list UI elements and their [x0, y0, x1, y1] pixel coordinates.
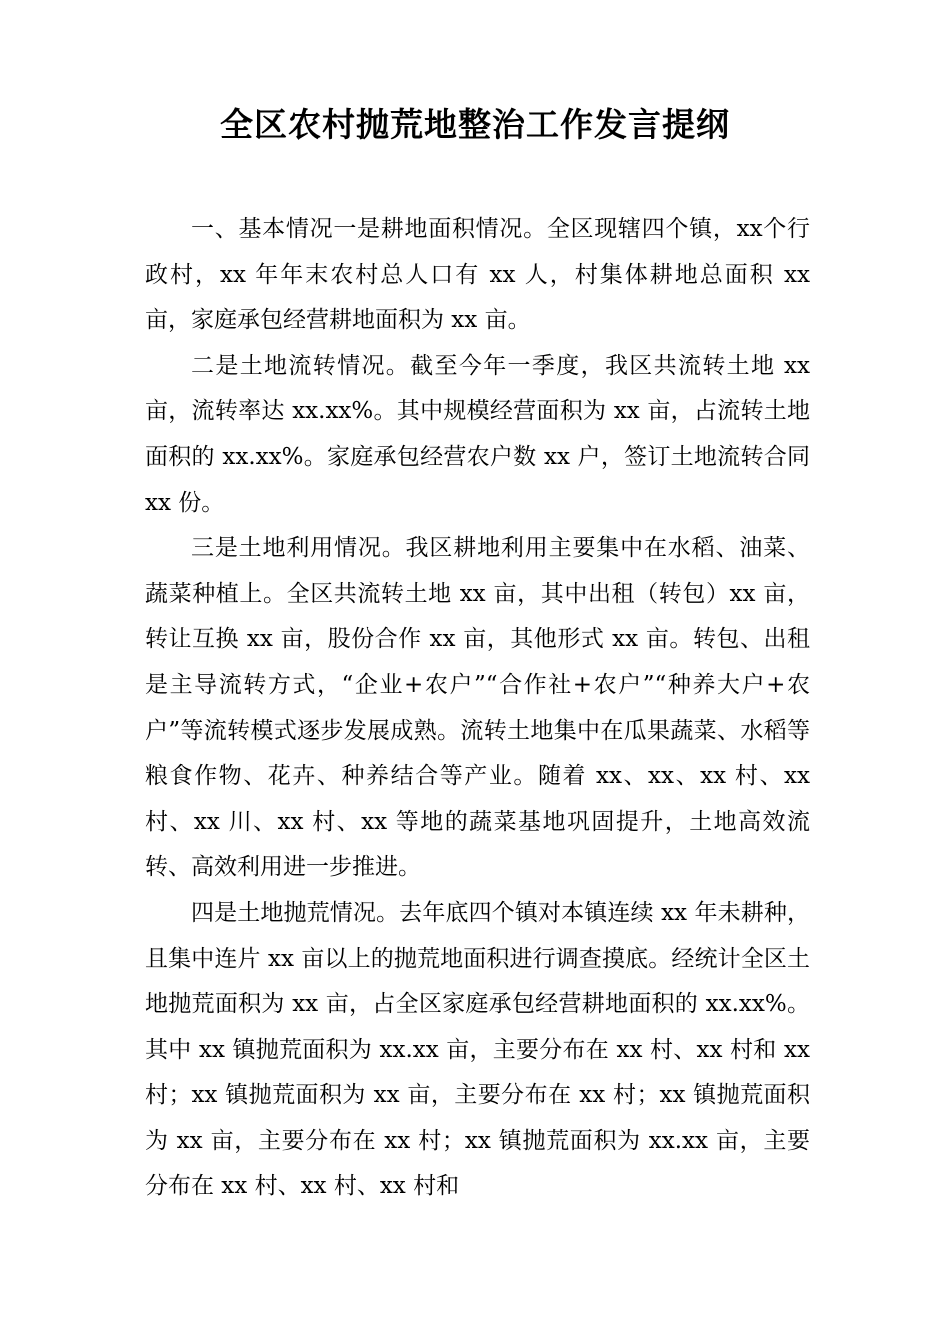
document-body	[145, 207, 810, 1210]
paragraph-land-transfer: 二是土地流转情况。截至今年一季度，我区共流转土地 xx 亩，流转率达 xx.xx%。其中规模经营面积为 xx 亩，占流转土地面积的 xx.xx%。家庭承包经营农户数 xx 户，签订土地流转合同 xx 份。	[145, 352, 810, 516]
paragraph-abandoned-land: 四是土地抛荒情况。去年底四个镇对本镇连续 xx 年未耕种，且集中连片 xx 亩以上的抛荒地面积进行调查摸底。经统计全区土地抛荒面积为 xx 亩，占全区家庭承包经营耕地面积的 xx.xx%。其中 xx 镇抛荒面积为 xx.xx 亩，主要分布在 xx 村、xx 村和 xx 村；xx 镇抛荒面积为 xx 亩，主要分布在 xx 村；xx 镇抛荒面积为 xx 亩，主要分布在 xx 村；xx 镇抛荒面积为 xx.xx 亩，主要分布在 xx 村、xx 村、xx 村和	[145, 899, 810, 1200]
document-title: 全区农村抛荒地整治工作发言提纲	[220, 105, 730, 144]
paragraph-basic-situation: 一、基本情况一是耕地面积情况。全区现辖四个镇，xx个行政村，xx 年年末农村总人口有 xx 人，村集体耕地总面积 xx 亩，家庭承包经营耕地面积为 xx 亩。	[145, 216, 810, 334]
paragraph-land-use: 三是土地利用情况。我区耕地利用主要集中在水稻、油菜、蔬菜种植上。全区共流转土地 xx 亩，其中出租（转包）xx 亩，转让互换 xx 亩，股份合作 xx 亩，其他形式 xx 亩。转包、出租是主导流转方式，“企业+农户”“合作社+农户”“种养大户+农户”等流转模式逐步发展成熟。流转土地集中在瓜果蔬菜、水稻等粮食作物、花卉、种养结合等产业。随着 xx、xx、xx 村、xx 村、xx 川、xx 村、xx 等地的蔬菜基地巩固提升，土地高效流转、高效利用进一步推进。	[145, 535, 810, 881]
